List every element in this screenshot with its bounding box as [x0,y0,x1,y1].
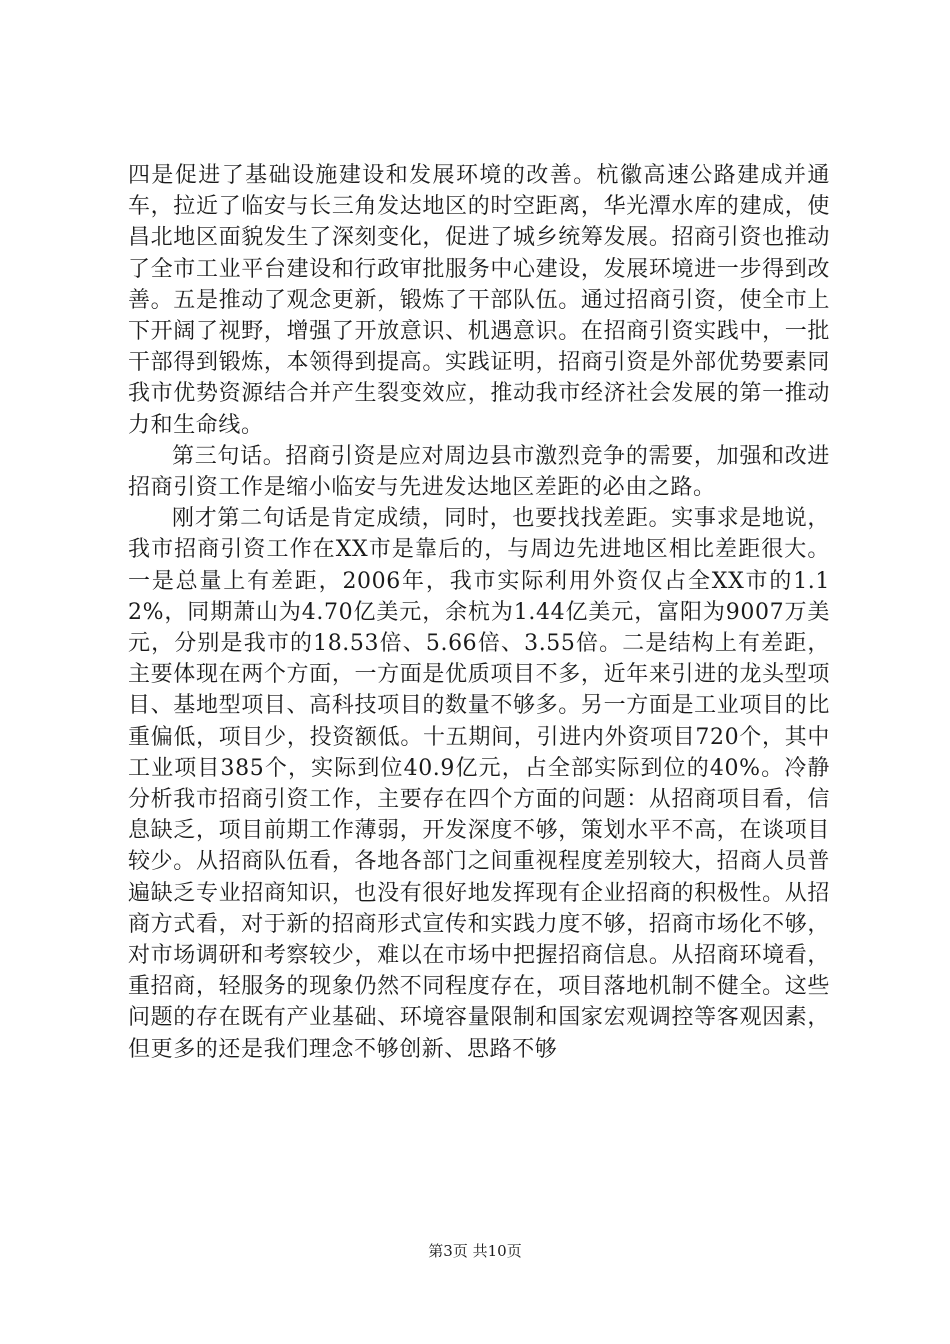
paragraph-gap-analysis: 刚才第二句话是肯定成绩，同时，也要找找差距。实事求是地说，我市招商引资工作在XX市是靠后的，与周边先进地区相比差距很大。一是总量上有差距，2006年，我市实际利用外资仅占全XX市的1.12%，同期萧山为4.70亿美元，余杭为1.44亿美元，富阳为9007万美元，分别是我市的18.53倍、5.66倍、3.55倍。二是结构上有差距，主要体现在两个方面，一方面是优质项目不多，近年来引进的龙头型项目、基地型项目、高科技项目的数量不够多。另一方面是工业项目的比重偏低，项目少，投资额低。十五期间，引进内外资项目720个，其中工业项目385个，实际到位40.9亿元，占全部实际到位的40%。冷静分析我市招商引资工作，主要存在四个方面的问题：从招商项目看，信息缺乏，项目前期工作薄弱，开发深度不够，策划水平不高，在谈项目较少。从招商队伍看，各地各部门之间重视程度差别较大，招商人员普遍缺乏专业招商知识，也没有很好地发挥现有企业招商的积极性。从招商方式看，对于新的招商形式宣传和实践力度不够，招商市场化不够，对市场调研和考察较少，难以在市场中把握招商信息。从招商环境看，重招商，轻服务的现象仍然不同程度存在，项目落地机制不健全。这些问题的存在既有产业基础、环境容量限制和国家宏观调控等客观因素，但更多的还是我们理念不够创新、思路不够 [128,506,830,1062]
paragraph-third-point: 第三句话。招商引资是应对周边县市激烈竞争的需要，加强和改进招商引资工作是缩小临安与先进发达地区差距的必由之路。 [128,443,830,501]
document-body [128,160,830,1065]
paragraph-infrastructure: 四是促进了基础设施建设和发展环境的改善。杭徽高速公路建成并通车，拉近了临安与长三角发达地区的时空距离，华光潭水库的建成，使昌北地区面貌发生了深刻变化，促进了城乡统筹发展。招商引资也推动了全市工业平台建设和行政审批服务中心建设，发展环境进一步得到改善。五是推动了观念更新，锻炼了干部队伍。通过招商引资，使全市上下开阔了视野，增强了开放意识、机遇意识。在招商引资实践中，一批干部得到锻炼，本领得到提高。实践证明，招商引资是外部优势要素同我市优势资源结合并产生裂变效应，推动我市经济社会发展的第一推动力和生命线。 [128,163,830,438]
page-number: 第3页 共10页 [428,1242,522,1260]
